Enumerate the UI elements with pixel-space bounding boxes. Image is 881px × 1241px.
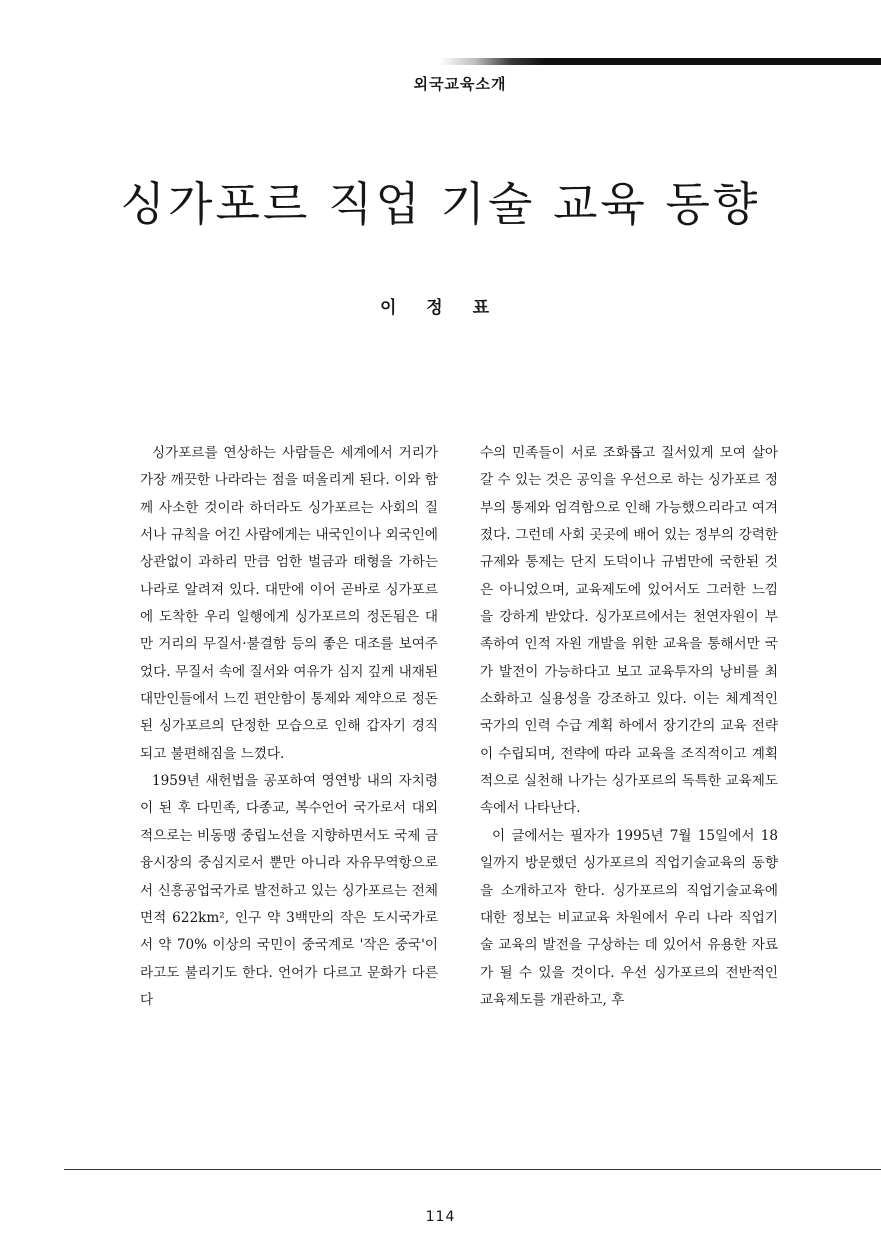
paragraph: 이 글에서는 필자가 1995년 7월 15일에서 18일까지 방문했던 싱가포르의 직업기술교육의 동향을 소개하고자 한다. 싱가포르의 직업기술교육에 대한 정보는 비교교육 차원에서 우리 나라 직업기술 교육의 발전을 구상하는 데 있어서 유용한 자료가 될 수 있을 것이다. 우선 싱가포르의 전반적인 교육제도를 개관하고, 후 (480, 827, 778, 1008)
page-number: 114 (425, 1209, 456, 1225)
right-column (480, 440, 778, 1014)
section-label: 외국교육소개 (413, 75, 507, 93)
article-author: 이 정 표 (379, 298, 502, 318)
footer-rule (64, 1169, 881, 1170)
header-decorative-bar (440, 58, 881, 65)
paragraph: 수의 민족들이 서로 조화롭고 질서있게 모여 살아갈 수 있는 것은 공익을 우선으로 하는 싱가포르 정부의 통제와 엄격함으로 인해 가능했으리라고 여겨졌다. 그런데 사회 곳곳에 배어 있는 정부의 강력한 규제와 통제는 단지 도덕이나 규범만에 국한된 것은 아니었으며, 교육제도에 있어서도 그러한 느낌을 강하게 받았다. 싱가포르에서는 천연자원이 부족하여 인적 자원 개발을 위한 교육을 통해서만 국가 발전이 가능하다고 보고 교육투자의 낭비를 최소화하고 실용성을 강조하고 있다. 이는 체계적인 국가의 인력 수급 계획 하에서 장기간의 교육 전략이 수립되며, 전략에 따라 교육을 조직적이고 계획적으로 실천해 나가는 싱가포르의 독특한 교육제도 속에서 나타난다. (480, 445, 778, 817)
paragraph: 싱가포르를 연상하는 사람들은 세계에서 거리가 가장 깨끗한 나라라는 점을 떠올리게 된다. 이와 함께 사소한 것이라 하더라도 싱가포르는 사회의 질서나 규칙을 어긴 사람에게는 내국인이나 외국인에 상관없이 과하리 만큼 엄한 벌금과 태형을 가하는 나라로 알려져 있다. 대만에 이어 곧바로 싱가포르에 도착한 우리 일행에게 싱가포르의 정돈됨은 대만 거리의 무질서·불결함 등의 좋은 대조를 보여주었다. 무질서 속에 질서와 여유가 심지 깊게 내재된 대만인들에서 느낀 편안함이 통제와 제약으로 정돈된 싱가포르의 단정한 모습으로 인해 갑자기 경직되고 불편해짐을 느꼈다. (140, 445, 438, 762)
left-column (140, 440, 438, 1014)
paragraph: 1959년 새헌법을 공포하여 영연방 내의 자치령이 된 후 다민족, 다종교, 복수언어 국가로서 대외적으로는 비동맹 중립노선을 지향하면서도 국제 금융시장의 중심지로서 뿐만 아니라 자유무역항으로서 신흥공업국가로 발전하고 있는 싱가포르는 전체 면적 622km², 인구 약 3백만의 작은 도시국가로서 약 70% 이상의 국민이 중국계로 '작은 중국'이라고도 불리기도 한다. 언어가 다르고 문화가 다른 다 (140, 773, 438, 1008)
article-title: 싱가포르 직업 기술 교육 동향 (120, 177, 761, 231)
